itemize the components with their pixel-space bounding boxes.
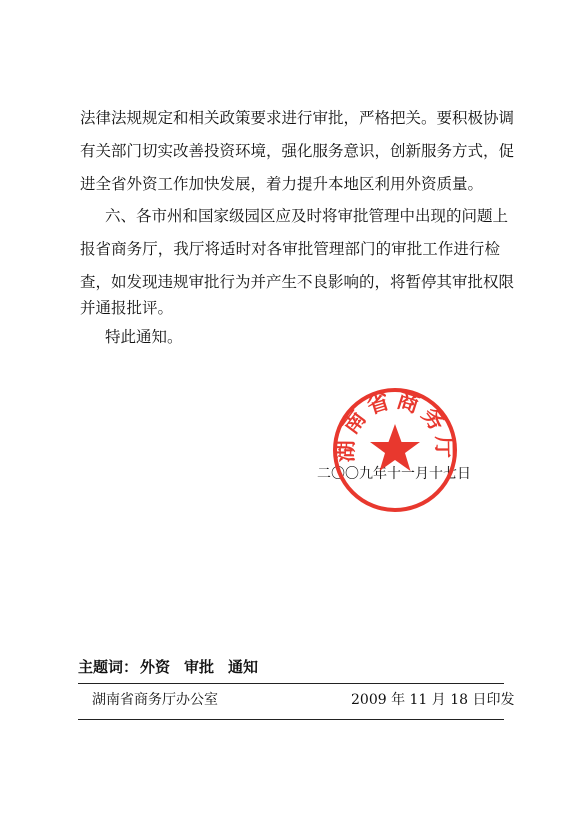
- keyword-item: 审批: [184, 658, 215, 676]
- seal-star-icon: [370, 424, 420, 471]
- body-line: 查，如发现违规审批行为并产生不良影响的，将暂停其审批权限: [80, 273, 515, 291]
- body-line: 并通报批评。: [80, 299, 174, 317]
- body-line: 进全省外资工作加快发展，着力提升本地区利用外资质量。: [80, 175, 484, 193]
- body-line: 报省商务厅，我厅将适时对各审批管理部门的审批工作进行检: [80, 240, 500, 258]
- keyword-item: 外资: [140, 658, 171, 676]
- body-line: 有关部门切实改善投资环境，强化服务意识，创新服务方式，促: [80, 142, 515, 160]
- keywords-label: 主题词：: [78, 658, 139, 676]
- seal-text: 湖南省商务厅: [333, 388, 457, 463]
- closing-line: 特此通知。: [105, 328, 183, 346]
- signature-date: 二〇〇九年十一月十七日: [317, 466, 471, 482]
- keyword-item: 通知: [228, 658, 259, 676]
- issuer-office: 湖南省商务厅办公室: [92, 692, 218, 708]
- divider-bottom: [78, 719, 504, 720]
- subject-keywords: [78, 657, 272, 677]
- official-seal: [331, 386, 459, 514]
- issue-date: 2009 年 11 月 18 日印发: [351, 692, 515, 708]
- divider-top: [78, 683, 504, 684]
- body-line: 六、各市州和国家级园区应及时将审批管理中出现的问题上: [105, 207, 509, 225]
- body-line: 法律法规规定和相关政策要求进行审批，严格把关。要积极协调: [80, 109, 515, 127]
